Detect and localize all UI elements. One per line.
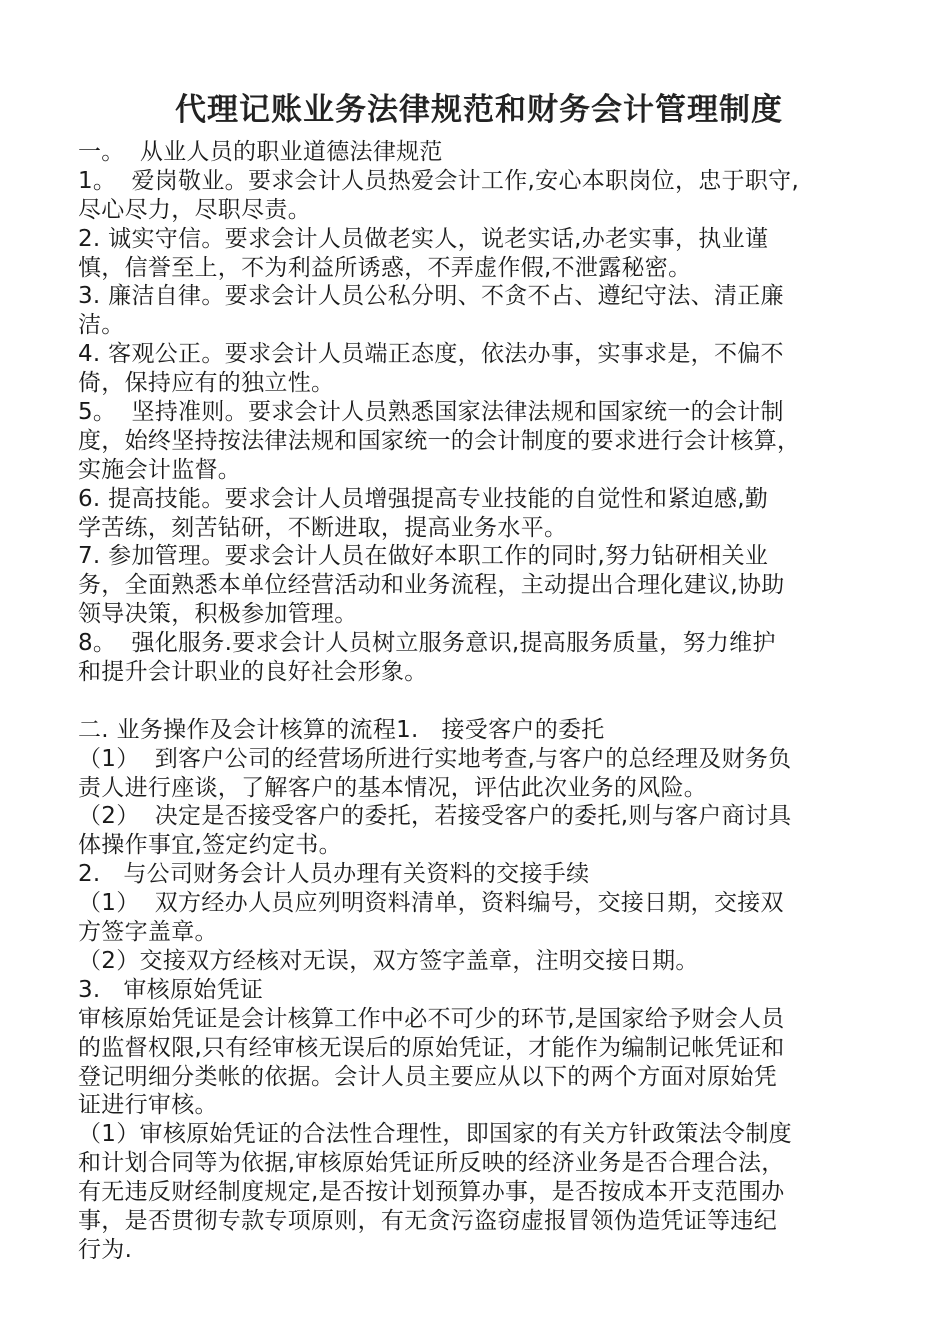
text-line: 度，始终坚持按法律法规和国家统一的会计制度的要求进行会计核算， (78, 427, 801, 454)
text-line: 洁。 (78, 312, 125, 339)
text-line: 3. 廉洁自律。要求会计人员公私分明、不贪不占、遵纪守法、清正廉 (78, 283, 784, 310)
text-line: 6. 提高技能。要求会计人员增强提高专业技能的自觉性和紧迫感,勤 (78, 485, 769, 512)
text-line: 3. 审核原始凭证 (78, 976, 264, 1003)
text-line: 实施会计监督。 (78, 456, 242, 483)
text-line: 有无违反财经制度规定,是否按计划预算办事，是否按成本开支范围办 (78, 1179, 785, 1206)
text-line: 体操作事宜,签定约定书。 (78, 832, 342, 859)
document-body (78, 138, 880, 1265)
text-line: 5。 坚持准则。要求会计人员熟悉国家法律法规和国家统一的会计制 (78, 399, 784, 426)
text-line: 8。 强化服务.要求会计人员树立服务意识,提高服务质量，努力维护 (78, 630, 776, 657)
text-line: 二. 业务操作及会计核算的流程1. 接受客户的委托 (78, 716, 605, 743)
text-line: 7. 参加管理。要求会计人员在做好本职工作的同时,努力钻研相关业 (78, 543, 769, 570)
text-line: 责人进行座谈，了解客户的基本情况，评估此次业务的风险。 (78, 774, 708, 801)
text-line: 2. 诚实守信。要求会计人员做老实人，说老实话,办老实事，执业谨 (78, 225, 769, 252)
text-line: 登记明细分类帐的依据。会计人员主要应从以下的两个方面对原始凭 (78, 1063, 777, 1090)
text-line: （1）审核原始凭证的合法性合理性，即国家的有关方针政策法令制度 (78, 1121, 792, 1148)
document-title: 代理记账业务法律规范和财务会计管理制度 (175, 92, 783, 128)
text-line: 1。 爱岗敬业。要求会计人员热爱会计工作,安心本职岗位，忠于职守, (78, 167, 800, 194)
text-line: 审核原始凭证是会计核算工作中必不可少的环节,是国家给予财会人员 (78, 1005, 785, 1032)
text-line: 倚，保持应有的独立性。 (78, 370, 335, 397)
text-line: 和提升会计职业的良好社会形象。 (78, 659, 428, 686)
text-line: 领导决策，积极参加管理。 (78, 601, 358, 628)
text-line: 的监督权限,只有经审核无误后的原始凭证，才能作为编制记帐凭证和 (78, 1034, 785, 1061)
blank-line (78, 687, 880, 716)
text-line: （2） 决定是否接受客户的委托，若接受客户的委托,则与客户商讨具 (78, 803, 792, 830)
text-line: 方签字盖章。 (78, 919, 218, 946)
text-line: 慎，信誉至上，不为利益所诱惑，不弄虚作假,不泄露秘密。 (78, 254, 692, 281)
text-line: 事，是否贯彻专款专项原则，有无贪污盗窃虚报冒领伪造凭证等违纪 (78, 1207, 777, 1234)
text-line: 和计划合同等为依据,审核原始凭证所反映的经济业务是否合理合法， (78, 1150, 785, 1177)
text-line: （2）交接双方经核对无误，双方签字盖章，注明交接日期。 (78, 947, 699, 974)
text-line: 尽心尽力，尽职尽责。 (78, 196, 311, 223)
text-line: （1） 双方经办人员应列明资料清单，资料编号，交接日期，交接双 (78, 890, 784, 917)
text-line: 2. 与公司财务会计人员办理有关资料的交接手续 (78, 861, 590, 888)
text-line: 一。 从业人员的职业道德法律规范 (78, 139, 443, 165)
text-line: 4. 客观公正。要求会计人员端正态度，依法办事，实事求是，不偏不 (78, 341, 784, 368)
text-line: 务，全面熟悉本单位经营活动和业务流程，主动提出合理化建议,协助 (78, 572, 785, 599)
text-line: 证进行审核。 (78, 1092, 218, 1119)
text-line: 学苦练，刻苦钻研，不断进取，提高业务水平。 (78, 514, 568, 541)
text-line: 行为. (78, 1236, 133, 1263)
text-line: （1） 到客户公司的经营场所进行实地考查,与客户的总经理及财务负 (78, 745, 792, 772)
